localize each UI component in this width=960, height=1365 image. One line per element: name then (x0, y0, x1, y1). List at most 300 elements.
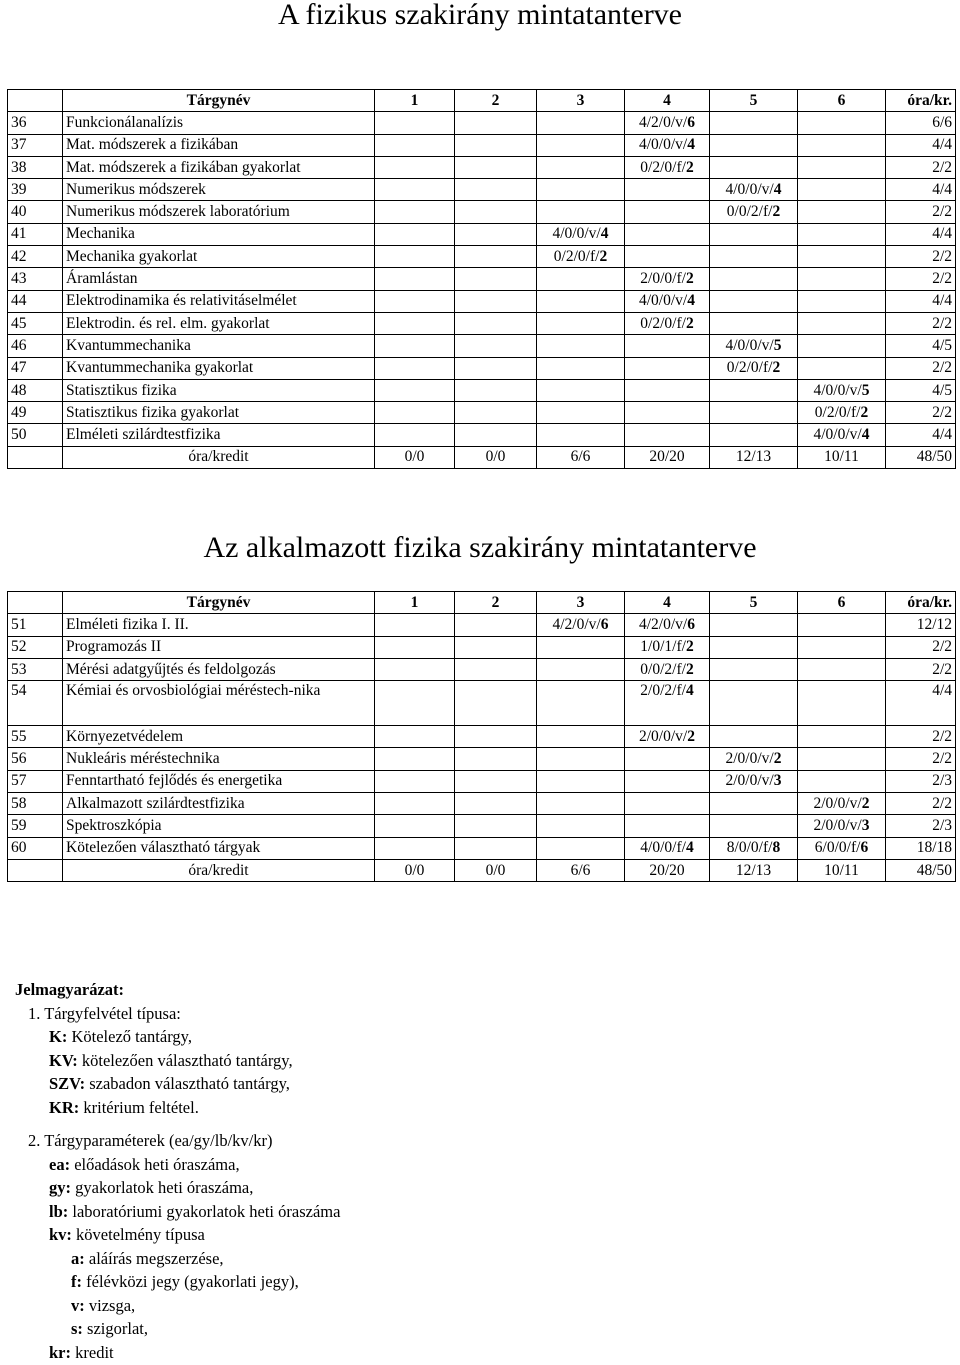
course-code: 2/0/0/v/ (725, 772, 774, 790)
course-code: 1/0/1/f/ (640, 638, 686, 656)
course-code: 4/0/0/v/ (813, 381, 862, 399)
semester-1-cell (375, 112, 455, 134)
semester-5-cell (710, 681, 798, 726)
semester-3-cell (537, 837, 625, 859)
semester-2-cell (455, 681, 537, 726)
page-title-fizikus: A fizikus szakirány mintatanterve (277, 0, 683, 31)
semester-4-cell (625, 770, 710, 792)
table-row (8, 201, 956, 223)
table-row (8, 112, 956, 134)
hours-credit-total: 2/2 (886, 156, 956, 178)
legend-item (15, 1341, 340, 1365)
semester-1-cell (375, 357, 455, 379)
legend-item (15, 1247, 340, 1271)
table-row (8, 658, 956, 680)
course-credit: 4 (685, 682, 694, 700)
legend-key: K: (49, 1027, 68, 1046)
course-credit: 2 (687, 727, 695, 745)
column-header: 3 (537, 90, 625, 112)
semester-3-cell (537, 770, 625, 792)
semester-4-cell (625, 424, 710, 446)
subject-name: Statisztikus fizika (63, 379, 375, 401)
semester-3-cell (537, 658, 625, 680)
semester-4-cell (625, 636, 710, 658)
semester-4-cell (625, 179, 710, 201)
sum-semester-6: 10/11 (798, 446, 886, 468)
row-number: 52 (8, 636, 63, 658)
subject-name: Statisztikus fizika gyakorlat (63, 402, 375, 424)
legend-key: v: (71, 1295, 85, 1315)
column-header: 1 (375, 592, 455, 614)
semester-6-cell (798, 312, 886, 334)
legend-item (15, 1096, 340, 1120)
course-credit: 2 (772, 203, 781, 221)
semester-2-cell (455, 201, 537, 223)
hours-credit-total: 2/2 (886, 268, 956, 290)
table-row (8, 815, 956, 837)
semester-6-cell (798, 726, 886, 748)
hours-credit-total: 4/4 (886, 223, 956, 245)
sum-semester-4: 20/20 (625, 446, 710, 468)
legend-item (15, 1072, 340, 1096)
semester-2-cell (455, 179, 537, 201)
row-number: 51 (8, 614, 63, 636)
row-number: 49 (8, 402, 63, 424)
legend-key: lb: (49, 1201, 69, 1221)
column-header: Tárgynév (63, 90, 375, 112)
semester-1-cell (375, 290, 455, 312)
legend-section-title: 1. Tárgyfelvétel típusa: (28, 1003, 181, 1023)
course-code: 0/0/2/f/ (726, 203, 773, 221)
row-number: 56 (8, 748, 63, 770)
legend-key: KV: (49, 1050, 78, 1070)
course-code: 4/2/0/v/ (639, 113, 688, 131)
semester-5-cell (710, 223, 798, 245)
semester-5-cell (710, 112, 798, 134)
semester-4-cell (625, 134, 710, 156)
sum-semester-3: 6/6 (537, 859, 625, 881)
legend-key: s: (71, 1319, 83, 1338)
semester-1-cell (375, 748, 455, 770)
table-row (8, 290, 956, 312)
semester-6-cell (798, 837, 886, 859)
sum-row (8, 859, 956, 881)
legend-item (15, 1025, 340, 1049)
row-number: 57 (8, 770, 63, 792)
legend-item (15, 1200, 340, 1224)
semester-2-cell (455, 290, 537, 312)
hours-credit-total: 4/5 (886, 379, 956, 401)
semester-4-cell (625, 402, 710, 424)
semester-2-cell (455, 658, 537, 680)
table-row (8, 424, 956, 446)
semester-3-cell (537, 748, 625, 770)
semester-4-cell (625, 748, 710, 770)
semester-1-cell (375, 402, 455, 424)
semester-3-cell (537, 614, 625, 636)
semester-5-cell (710, 201, 798, 223)
semester-3-cell (537, 636, 625, 658)
course-code: 2/0/0/v/ (725, 750, 774, 768)
column-header (8, 592, 63, 614)
semester-5-cell (710, 636, 798, 658)
legend-text: gyakorlatok heti óraszáma, (75, 1178, 254, 1197)
semester-6-cell (798, 134, 886, 156)
legend-section-title: 2. Tárgyparaméterek (ea/gy/lb/kv/kr) (28, 1131, 273, 1150)
semester-2-cell (455, 156, 537, 178)
hours-credit-total: 2/2 (886, 402, 956, 424)
semester-4-cell (625, 290, 710, 312)
table-row (8, 134, 956, 156)
table-header-row (8, 592, 956, 614)
hours-credit-total: 4/4 (886, 134, 956, 156)
hours-credit-total: 2/2 (886, 793, 956, 815)
legend-item (15, 1176, 340, 1200)
semester-6-cell (798, 223, 886, 245)
course-code: 2/0/0/v/ (813, 817, 862, 835)
semester-6-cell (798, 424, 886, 446)
row-number: 58 (8, 793, 63, 815)
row-number: 37 (8, 134, 63, 156)
semester-2-cell (455, 793, 537, 815)
column-header: 4 (625, 592, 710, 614)
semester-5-cell (710, 335, 798, 357)
table-row (8, 312, 956, 334)
row-number: 42 (8, 246, 63, 268)
course-credit: 2 (685, 660, 694, 678)
course-credit: 4 (685, 839, 694, 857)
table-row (8, 379, 956, 401)
course-credit: 8 (772, 839, 781, 857)
course-code: 2/0/0/f/ (640, 270, 686, 288)
course-credit: 5 (861, 381, 870, 399)
row-number: 60 (8, 837, 63, 859)
semester-3-cell (537, 312, 625, 334)
legend-text: vizsga, (88, 1295, 136, 1315)
legend-item (15, 1223, 340, 1247)
semester-5-cell (710, 312, 798, 334)
course-code: 0/2/0/f/ (814, 403, 861, 421)
semester-6-cell (798, 357, 886, 379)
legend-text: laboratóriumi gyakorlatok heti óraszáma (72, 1201, 341, 1221)
semester-1-cell (375, 379, 455, 401)
course-credit: 6 (860, 839, 869, 857)
legend-key: ea: (49, 1154, 71, 1174)
row-number: 41 (8, 223, 63, 245)
semester-3-cell (537, 112, 625, 134)
column-header: 5 (710, 90, 798, 112)
semester-6-cell (798, 614, 886, 636)
hours-credit-total: 2/2 (886, 201, 956, 223)
semester-5-cell (710, 379, 798, 401)
semester-4-cell (625, 223, 710, 245)
legend-key: f: (71, 1272, 82, 1291)
sum-row (8, 446, 956, 468)
row-number: 44 (8, 290, 63, 312)
hours-credit-total: 2/2 (886, 748, 956, 770)
sum-label: óra/kredit (63, 859, 375, 881)
table-row (8, 179, 956, 201)
course-credit: 2 (685, 314, 694, 332)
subject-name: Elméleti fizika I. II. (63, 614, 375, 636)
course-code: 4/0/0/v/ (552, 225, 601, 243)
legend-key: KR: (49, 1097, 80, 1117)
legend-text: félévközi jegy (gyakorlati jegy), (86, 1272, 299, 1291)
table-row (8, 681, 956, 726)
column-header: 4 (625, 90, 710, 112)
sum-label: óra/kredit (63, 446, 375, 468)
legend-text: kritérium feltétel. (83, 1097, 199, 1117)
column-header: 3 (537, 592, 625, 614)
subject-name: Mérési adatgyűjtés és feldolgozás (63, 658, 375, 680)
table-row (8, 770, 956, 792)
legend-text: követelmény típusa (76, 1225, 205, 1244)
course-credit: 4 (687, 136, 695, 154)
semester-4-cell (625, 837, 710, 859)
course-code: 0/2/0/f/ (553, 247, 600, 265)
semester-1-cell (375, 793, 455, 815)
semester-2-cell (455, 402, 537, 424)
sum-semester-6: 10/11 (798, 859, 886, 881)
legend-item (15, 1153, 340, 1177)
course-code: 4/0/0/v/ (639, 292, 688, 310)
semester-4-cell (625, 357, 710, 379)
semester-5-cell (710, 748, 798, 770)
semester-2-cell (455, 223, 537, 245)
legend-text: kötelezően választható tantárgy, (81, 1050, 293, 1070)
sum-semester-5: 12/13 (710, 446, 798, 468)
semester-6-cell (798, 290, 886, 312)
subject-name: Elméleti szilárdtestfizika (63, 424, 375, 446)
semester-4-cell (625, 268, 710, 290)
table-row (8, 402, 956, 424)
table-row (8, 748, 956, 770)
semester-4-cell (625, 815, 710, 837)
semester-6-cell (798, 156, 886, 178)
semester-5-cell (710, 793, 798, 815)
subject-name: Nukleáris méréstechnika (63, 748, 375, 770)
legend-item (15, 1317, 340, 1341)
semester-1-cell (375, 223, 455, 245)
semester-3-cell (537, 134, 625, 156)
table-row (8, 614, 956, 636)
row-number: 47 (8, 357, 63, 379)
semester-3-cell (537, 268, 625, 290)
table-row (8, 335, 956, 357)
semester-1-cell (375, 424, 455, 446)
semester-5-cell (710, 815, 798, 837)
course-code: 2/0/0/v/ (639, 727, 688, 745)
course-code: 8/0/0/f/ (726, 839, 773, 857)
course-code: 4/2/0/v/ (552, 615, 601, 633)
hours-credit-total: 4/4 (886, 179, 956, 201)
semester-6-cell (798, 402, 886, 424)
semester-2-cell (455, 112, 537, 134)
semester-4-cell (625, 726, 710, 748)
semester-2-cell (455, 726, 537, 748)
legend-heading: Jelmagyarázat: (15, 980, 125, 999)
semester-6-cell (798, 658, 886, 680)
semester-6-cell (798, 112, 886, 134)
subject-name: Mat. módszerek a fizikában (63, 134, 375, 156)
semester-1-cell (375, 636, 455, 658)
column-header (8, 90, 63, 112)
sum-total: 48/50 (886, 446, 956, 468)
subject-name: Mechanika gyakorlat (63, 246, 375, 268)
course-credit: 2 (599, 247, 608, 265)
semester-2-cell (455, 357, 537, 379)
semester-5-cell (710, 726, 798, 748)
semester-2-cell (455, 770, 537, 792)
row-number: 38 (8, 156, 63, 178)
row-number: 46 (8, 335, 63, 357)
course-code: 0/2/0/f/ (640, 158, 686, 176)
semester-3-cell (537, 424, 625, 446)
course-credit: 2 (685, 270, 694, 288)
legend-text: aláírás megszerzése, (88, 1248, 224, 1268)
semester-4-cell (625, 335, 710, 357)
course-code: 2/0/2/f/ (640, 682, 686, 700)
subject-name: Áramlástan (63, 268, 375, 290)
table-row (8, 156, 956, 178)
row-number: 54 (8, 681, 63, 726)
course-code: 4/0/0/v/ (725, 180, 774, 198)
legend (15, 978, 340, 1364)
hours-credit-total: 2/2 (886, 658, 956, 680)
semester-5-cell (710, 770, 798, 792)
semester-2-cell (455, 748, 537, 770)
sum-semester-1: 0/0 (375, 446, 455, 468)
row-number: 45 (8, 312, 63, 334)
row-number: 48 (8, 379, 63, 401)
subject-name: Alkalmazott szilárdtestfizika (63, 793, 375, 815)
hours-credit-total: 4/4 (886, 290, 956, 312)
legend-text: Kötelező tantárgy, (71, 1027, 192, 1046)
semester-1-cell (375, 770, 455, 792)
column-header: 6 (798, 90, 886, 112)
course-credit: 3 (861, 817, 870, 835)
subject-name: Mechanika (63, 223, 375, 245)
semester-3-cell (537, 201, 625, 223)
semester-3-cell (537, 357, 625, 379)
subject-name: Programozás II (63, 636, 375, 658)
course-code: 4/0/0/f/ (640, 839, 686, 857)
semester-4-cell (625, 156, 710, 178)
course-credit: 4 (773, 180, 782, 198)
semester-1-cell (375, 681, 455, 726)
semester-4-cell (625, 312, 710, 334)
row-number: 39 (8, 179, 63, 201)
semester-3-cell (537, 335, 625, 357)
table-row (8, 636, 956, 658)
curriculum-table-fizikus (7, 89, 956, 469)
course-code: 0/2/0/f/ (640, 314, 686, 332)
semester-6-cell (798, 379, 886, 401)
semester-4-cell (625, 681, 710, 726)
table-row (8, 246, 956, 268)
legend-key: SZV: (49, 1074, 86, 1093)
sum-semester-5: 12/13 (710, 859, 798, 881)
hours-credit-total: 2/2 (886, 246, 956, 268)
semester-5-cell (710, 179, 798, 201)
course-credit: 2 (772, 359, 781, 377)
semester-2-cell (455, 636, 537, 658)
course-credit: 2 (773, 750, 782, 768)
semester-3-cell (537, 793, 625, 815)
legend-key: kr: (49, 1342, 71, 1362)
course-code: 4/0/0/v/ (725, 336, 774, 354)
semester-3-cell (537, 402, 625, 424)
semester-5-cell (710, 246, 798, 268)
semester-1-cell (375, 134, 455, 156)
legend-text: szabadon választható tantárgy, (89, 1074, 290, 1093)
table-row (8, 223, 956, 245)
table-row (8, 726, 956, 748)
semester-2-cell (455, 335, 537, 357)
semester-4-cell (625, 793, 710, 815)
column-header: 6 (798, 592, 886, 614)
semester-3-cell (537, 223, 625, 245)
hours-credit-total: 4/4 (886, 681, 956, 726)
legend-item (15, 1049, 340, 1073)
semester-6-cell (798, 681, 886, 726)
subject-name: Elektrodinamika és relativitáselmélet (63, 290, 375, 312)
table-row (8, 268, 956, 290)
sum-semester-2: 0/0 (455, 446, 537, 468)
semester-5-cell (710, 424, 798, 446)
semester-3-cell (537, 156, 625, 178)
table-row (8, 793, 956, 815)
column-header: 1 (375, 90, 455, 112)
semester-2-cell (455, 268, 537, 290)
semester-6-cell (798, 636, 886, 658)
semester-5-cell (710, 134, 798, 156)
sum-row-blank (8, 859, 63, 881)
column-header: Tárgynév (63, 592, 375, 614)
semester-3-cell (537, 246, 625, 268)
semester-5-cell (710, 156, 798, 178)
subject-name: Kvantummechanika gyakorlat (63, 357, 375, 379)
semester-5-cell (710, 268, 798, 290)
semester-2-cell (455, 815, 537, 837)
semester-6-cell (798, 793, 886, 815)
semester-4-cell (625, 201, 710, 223)
legend-text: szigorlat, (87, 1319, 148, 1338)
semester-4-cell (625, 658, 710, 680)
semester-2-cell (455, 246, 537, 268)
semester-1-cell (375, 837, 455, 859)
sum-semester-3: 6/6 (537, 446, 625, 468)
subject-name: Kötelezően választható tárgyak (63, 837, 375, 859)
semester-5-cell (710, 402, 798, 424)
semester-3-cell (537, 379, 625, 401)
column-header: 5 (710, 592, 798, 614)
sum-semester-4: 20/20 (625, 859, 710, 881)
row-number: 59 (8, 815, 63, 837)
hours-credit-total: 12/12 (886, 614, 956, 636)
subject-name: Kémiai és orvosbiológiai méréstech-nika (63, 681, 375, 726)
semester-1-cell (375, 312, 455, 334)
legend-key: a: (71, 1248, 85, 1268)
course-credit: 2 (685, 158, 694, 176)
semester-6-cell (798, 815, 886, 837)
course-credit: 5 (773, 336, 782, 354)
semester-2-cell (455, 424, 537, 446)
course-credit: 6 (687, 615, 695, 633)
semester-4-cell (625, 614, 710, 636)
semester-6-cell (798, 335, 886, 357)
semester-2-cell (455, 837, 537, 859)
